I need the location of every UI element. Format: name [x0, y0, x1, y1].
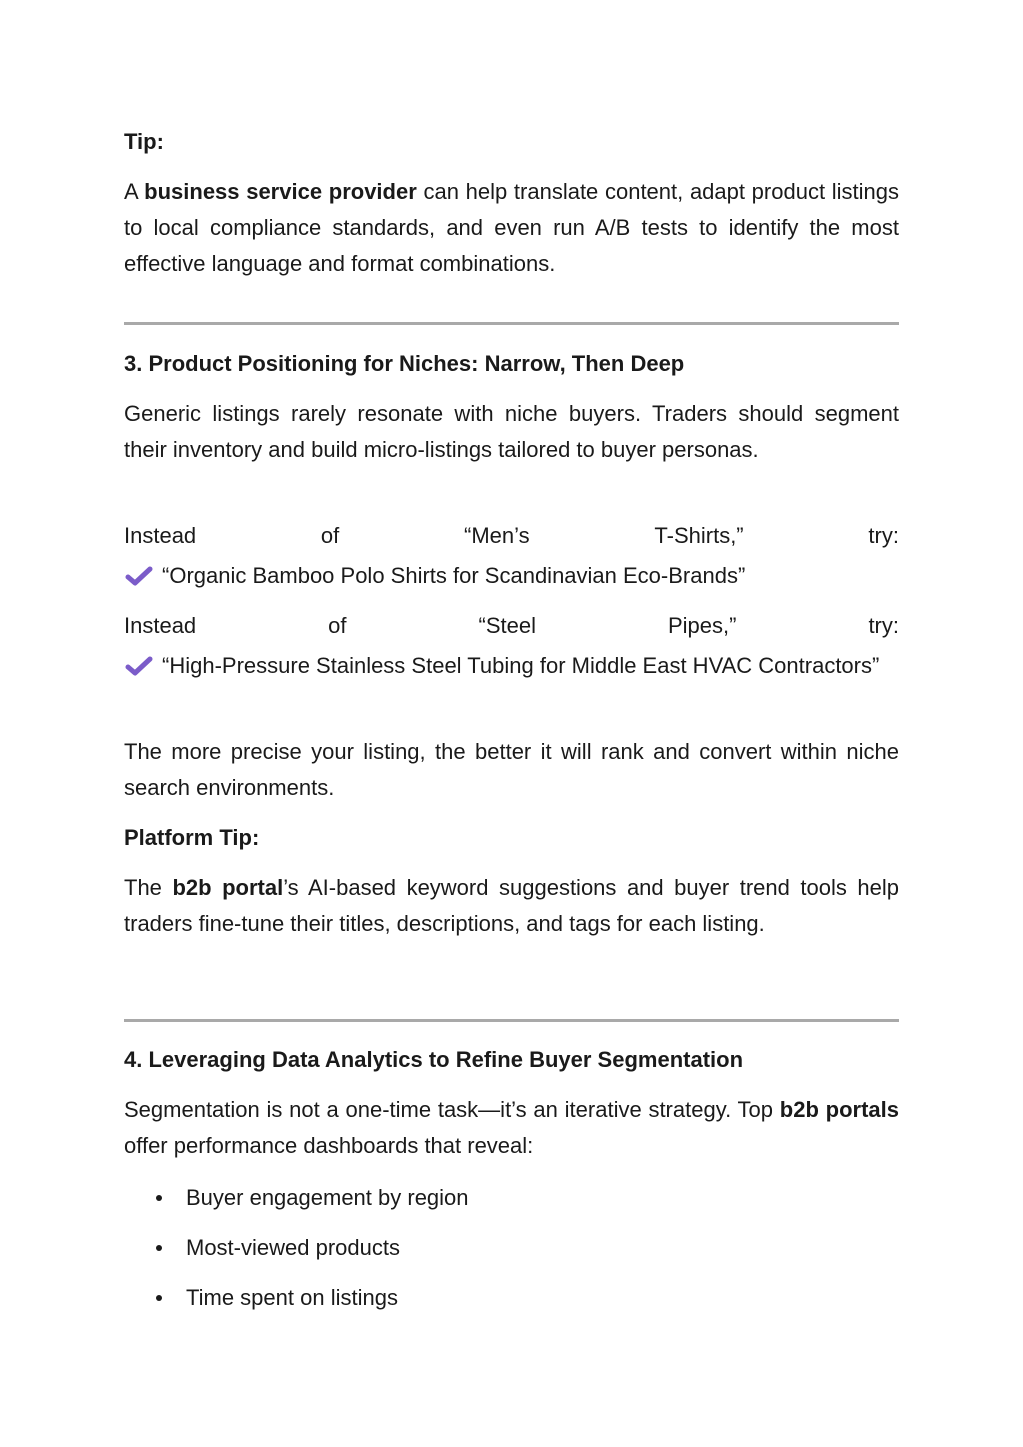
check-mark-icon [124, 565, 154, 587]
bullet-icon [156, 1195, 162, 1201]
section-3-intro: Generic listings rarely resonate with niche buyers. Traders should segment their inventory and build micro-listings tailored to buyer personas. [124, 401, 899, 462]
section-divider [124, 322, 899, 325]
section-4-heading: 4. Leveraging Data Analytics to Refine Buyer Segmentation [124, 1047, 744, 1072]
example-2-lead: Instead of “Steel Pipes,” try: [124, 613, 899, 638]
platform-tip-body: The b2b portal’s AI-based keyword suggestions and buyer trend tools help traders fine-tune their titles, descriptions, and tags for each listing. [124, 875, 899, 936]
tip-title: Tip: [124, 129, 164, 154]
example-1-lead: Instead of “Men’s T-Shirts,” try: [124, 523, 899, 548]
business-service-provider-term: business service provider [144, 179, 417, 204]
section-divider [124, 1019, 899, 1022]
b2b-portal-term: b2b portal [172, 875, 284, 900]
section-3-outro: The more precise your listing, the better it will rank and convert within niche search environments. [124, 739, 899, 800]
section-4-intro: Segmentation is not a one-time task—it’s an iterative strategy. Top b2b portals offer performance dashboards that reveal: [124, 1097, 899, 1158]
bullet-icon [156, 1245, 162, 1251]
bullet-icon [156, 1295, 162, 1301]
section-3-heading: 3. Product Positioning for Niches: Narrow, Then Deep [124, 351, 685, 376]
analytics-list [124, 1180, 469, 1330]
list-item: Time spent on listings [124, 1280, 469, 1330]
tip-body: A business service provider can help translate content, adapt product listings to local compliance standards, and even run A/B tests to identify the most effective language and format combinations. [124, 179, 899, 276]
list-item: Buyer engagement by region [124, 1180, 469, 1230]
example-2-suggestion: “High-Pressure Stainless Steel Tubing for Middle East HVAC Contractors” [124, 648, 899, 684]
b2b-portals-term: b2b portals [779, 1097, 899, 1122]
example-1-suggestion: “Organic Bamboo Polo Shirts for Scandinavian Eco-Brands” [124, 558, 899, 594]
check-mark-icon [124, 655, 154, 677]
platform-tip-title: Platform Tip: [124, 825, 260, 850]
list-item: Most-viewed products [124, 1230, 469, 1280]
